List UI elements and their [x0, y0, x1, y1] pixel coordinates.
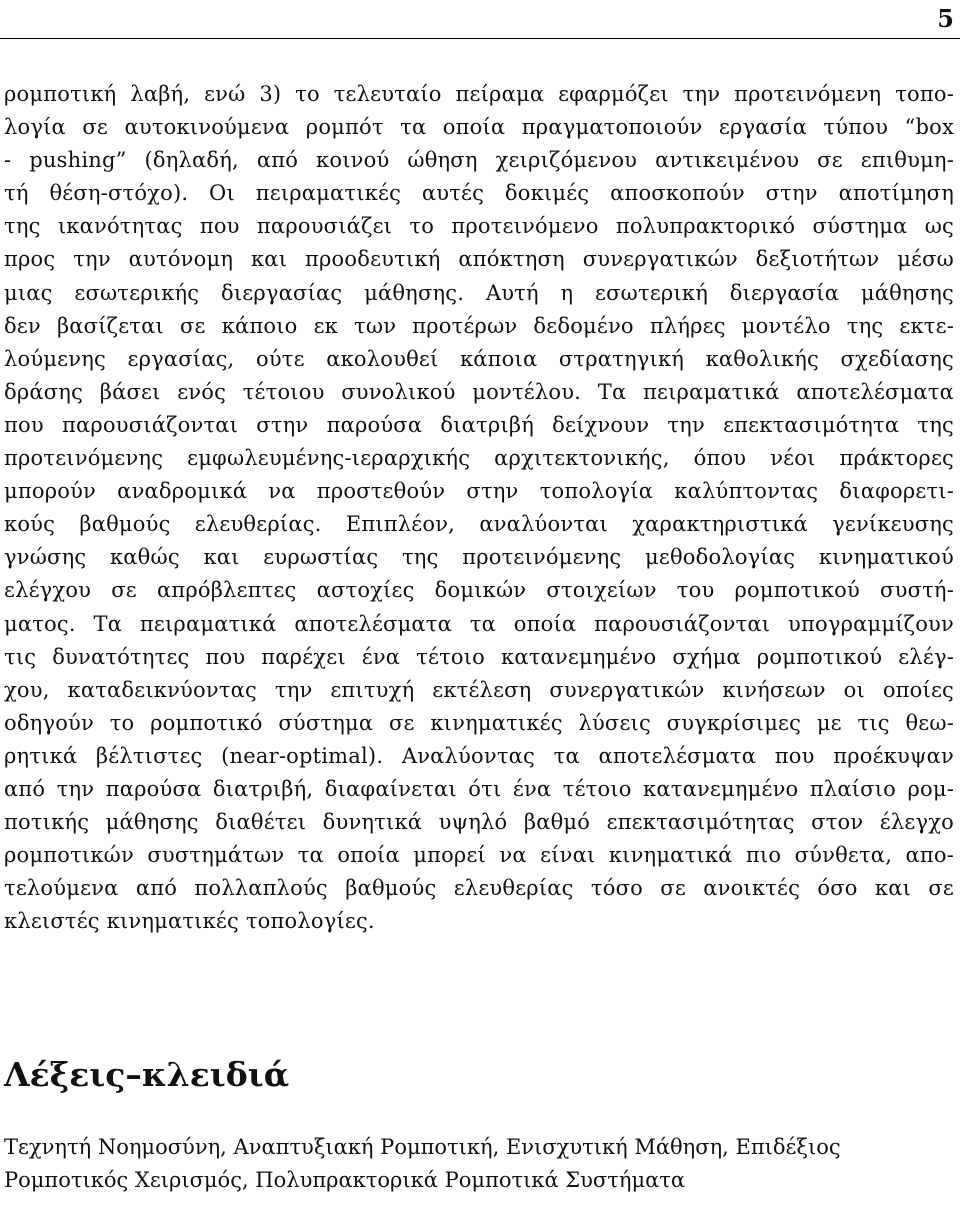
text-line: - pushing” (δηλαδή, από κοινού ώθηση χειριζόμενου αντικειμένου σε επιθυμη-: [4, 148, 954, 173]
text-line: χου, καταδεικνύοντας την επιτυχή εκτέλεση συνεργατικών κινήσεων οι οποίες: [4, 677, 954, 702]
text-line: τελούμενα από πολλαπλούς βαθμούς ελευθερίας τόσο σε ανοικτές όσο και σε: [4, 876, 954, 901]
text-line: από την παρούσα διατριβή, διαφαίνεται ότι ένα τέτοιο κατανεμημένο πλαίσιο ρομ-: [4, 776, 954, 801]
text-line: ποτικής μάθησης διαθέτει δυνητικά υψηλό βαθμό επεκτασιμότητας στον έλεγχο: [4, 810, 954, 835]
text-line: μπορούν αναδρομικά να προστεθούν στην τοπολογία καλύπτοντας διαφορετι-: [4, 479, 954, 504]
text-line: γνώσης καθώς και ευρωστίας της προτεινόμενης μεθοδολογίας κινηματικού: [4, 545, 954, 570]
header-rule: [0, 38, 960, 39]
text-line: ρομποτική λαβή, ενώ 3) το τελευταίο πείραμα εφαρμόζει την προτεινόμενη τοπο-: [4, 82, 954, 106]
text-line: ματος. Τα πειραματικά αποτελέσματα τα οποία παρουσιάζονται υπογραμμίζουν: [4, 611, 954, 636]
text-line: ρητικά βέλτιστες (near-optimal). Αναλύοντας τα αποτελέσματα που προέκυψαν: [4, 743, 954, 768]
text-line: τή θέση-στόχο). Οι πειραματικές αυτές δοκιμές αποσκοπούν στην αποτίμηση: [4, 181, 954, 206]
keywords-list: [4, 1131, 954, 1197]
keywords-line: Ρομποτικός Χειρισμός, Πολυπρακτορικά Ρομποτικά Συστήματα: [4, 1168, 686, 1192]
text-line: λογία σε αυτοκινούμενα ρομπότ τα οποία πραγματοποιούν εργασία τύπου “box: [4, 115, 954, 140]
abstract-paragraph: [4, 78, 954, 938]
text-line: ρομποτικών συστημάτων τα οποία μπορεί να είναι κινηματικά πιο σύνθετα, απο-: [4, 843, 954, 868]
keywords-line: Τεχνητή Νοημοσύνη, Αναπτυξιακή Ρομποτική, Ενισχυτική Μάθηση, Επιδέξιος: [4, 1135, 841, 1159]
text-line: δεν βασίζεται σε κάποιο εκ των προτέρων δεδομένο πλήρες μοντέλο της εκτε-: [4, 313, 954, 338]
text-line: της ικανότητας που παρουσιάζει το προτεινόμενο πολυπρακτορικό σύστημα ως: [4, 214, 954, 239]
text-line: λούμενης εργασίας, ούτε ακολουθεί κάποια στρατηγική καθολικής σχεδίασης: [4, 346, 954, 371]
text-line: ελέγχου σε απρόβλεπτες αστοχίες δομικών στοιχείων του ρομποτικού συστή-: [4, 578, 954, 603]
text-line: τις δυνατότητες που παρέχει ένα τέτοιο κατανεμημένο σχήμα ρομποτικού ελέγ-: [4, 644, 954, 669]
text-line: που παρουσιάζονται στην παρούσα διατριβή δείχνουν την επεκτασιμότητα της: [4, 412, 954, 437]
text-line: προτεινόμενης εμφωλευμένης-ιεραρχικής αρχιτεκτονικής, όπου νέοι πράκτορες: [4, 446, 954, 471]
text-line: προς την αυτόνομη και προοδευτική απόκτηση συνεργατικών δεξιοτήτων μέσω: [4, 247, 954, 272]
text-line: δράσης βάσει ενός τέτοιου συνολικού μοντέλου. Τα πειραματικά αποτελέσματα: [4, 379, 954, 404]
text-line: κλειστές κινηματικές τοπολογίες.: [4, 909, 375, 934]
text-line: κούς βαθμούς ελευθερίας. Επιπλέον, αναλύονται χαρακτηριστικά γενίκευσης: [4, 512, 954, 537]
page-number: 5: [937, 4, 954, 33]
text-line: μιας εσωτερικής διεργασίας μάθησης. Αυτή η εσωτερική διεργασία μάθησης: [4, 280, 954, 305]
keywords-heading: Λέξεις–κλειδιά: [4, 1055, 290, 1094]
text-line: οδηγούν το ρομποτικό σύστημα σε κινηματικές λύσεις συγκρίσιμες με τις θεω-: [4, 710, 954, 735]
